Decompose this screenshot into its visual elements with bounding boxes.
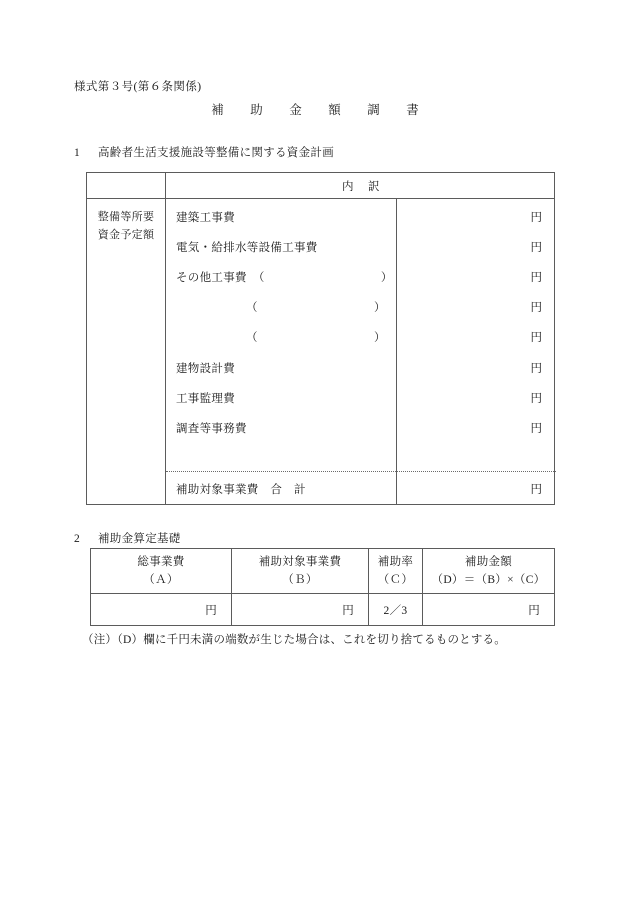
section-1-heading [74,144,334,160]
table-row [166,329,386,345]
section-1-title: 高齢者生活支援施設等整備に関する資金計画 [98,147,334,159]
row-header-cell [87,199,166,504]
section-2-title: 補助金算定基礎 [98,533,181,545]
amount-cell-unit[interactable]: 円 [530,332,542,344]
row-label: 工事監理費 [176,393,235,405]
value-total-project-cost[interactable]: 円 [91,594,232,625]
form-number: 様式第３号(第６条関係) [74,81,202,93]
row-header-line-1: 整備等所要 [97,211,155,223]
column-code: （D）＝（B）×（C） [431,574,546,586]
amount-cell-unit[interactable]: 円 [530,242,542,254]
table-row [166,360,235,376]
subsidy-calculation-table [90,548,555,626]
subsidy-table-header-row [91,549,554,594]
column-code: （Ｂ） [282,574,318,586]
table-row [166,209,235,225]
row-label: 電気・給排水等設備工事費 [176,242,318,254]
funding-plan-header-row [87,173,554,199]
header-corner-cell [87,173,166,198]
amount-cell-unit[interactable]: 円 [530,272,542,284]
column-title: 総事業費 [137,556,185,568]
paren-open: （ [252,272,265,284]
table-row [166,420,247,436]
paren-open: （ [246,302,258,314]
subsidy-table-value-row [91,594,554,625]
row-label: 補助対象事業費 合 計 [176,484,306,496]
amount-cell-unit[interactable]: 円 [530,393,542,405]
breakdown-label-2: 訳 [368,180,380,193]
total-separator-line [166,471,556,472]
table-row [166,390,235,406]
row-header-line-2: 資金予定額 [97,229,155,241]
value-subsidy-rate[interactable]: 2／3 [369,594,423,625]
column-header-subsidy-rate [369,549,423,593]
section-1-number: 1 [74,147,81,159]
value-subsidy-amount[interactable]: 円 [528,604,540,617]
funding-plan-body [166,199,556,504]
paren-close: ） [374,332,386,344]
amount-cell-unit[interactable]: 円 [530,423,542,435]
column-code: （Ｃ） [377,574,414,586]
footnote: （注）（D）欄に千円未満の端数が生じた場合は、これを切り捨てるものとする。 [82,634,506,646]
column-header-total-project-cost [91,549,232,593]
funding-plan-table [86,172,555,505]
value-eligible-cost[interactable]: 円 [232,594,369,625]
paren-open: （ [246,332,258,344]
document-title: 補 助 金 額 調 書 [211,103,426,117]
breakdown-header-cell [166,173,556,198]
amount-column [397,199,556,504]
table-row [166,269,393,285]
column-header-subsidy-amount [423,549,554,593]
section-2-heading [74,530,181,546]
table-row [166,299,386,315]
column-header-eligible-cost [232,549,369,593]
paren-close: ） [374,302,386,314]
total-amount-unit[interactable]: 円 [530,484,542,496]
column-title: 補助金額 [464,556,513,568]
total-row-label [166,481,306,497]
breakdown-label-1: 内 [342,180,354,193]
column-title: 補助対象事業費 [258,556,342,568]
column-code: （Ａ） [143,574,179,586]
amount-cell-unit[interactable]: 円 [530,302,542,314]
table-row [166,239,318,255]
amount-cell-unit[interactable]: 円 [530,212,542,224]
column-title: 補助率 [377,556,414,568]
section-2-number: 2 [74,533,81,545]
row-label: 調査等事務費 [176,423,247,435]
description-column [166,199,397,504]
row-label: その他工事費 [176,272,247,284]
amount-cell-unit[interactable]: 円 [530,363,542,375]
paren-close: ） [380,272,393,284]
row-label: 建築工事費 [176,212,235,224]
row-label: 建物設計費 [176,363,235,375]
